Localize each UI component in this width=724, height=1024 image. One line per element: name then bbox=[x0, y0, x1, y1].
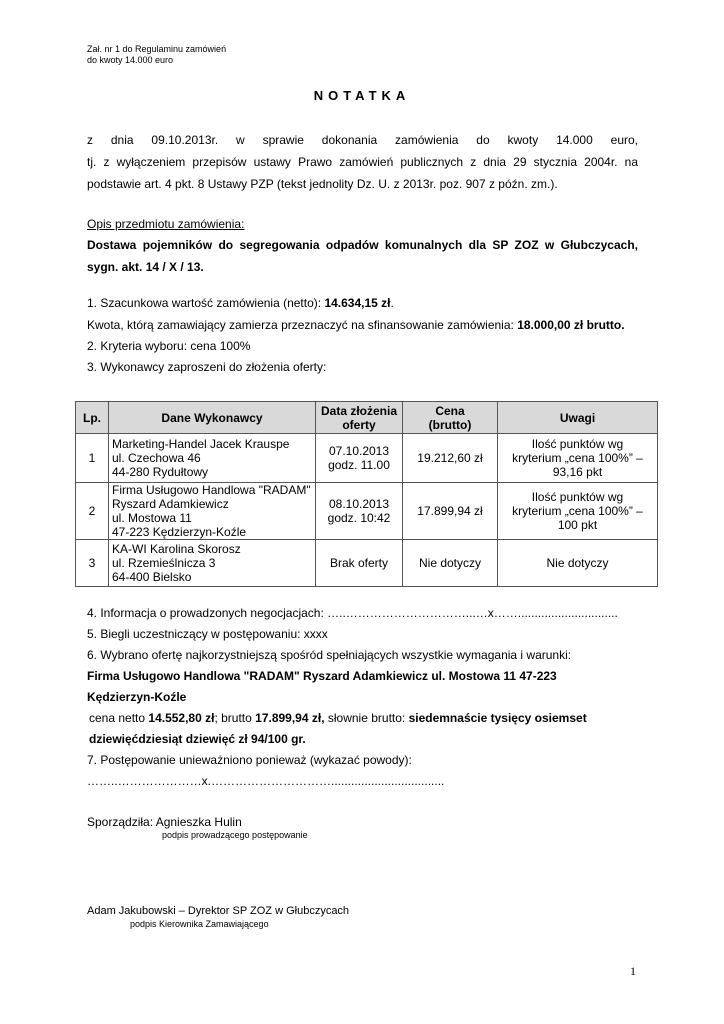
date-line: godz. 11.00 bbox=[328, 458, 390, 472]
cell-date: Brak oferty bbox=[316, 540, 403, 587]
table-row bbox=[76, 483, 658, 540]
header-note bbox=[87, 44, 226, 66]
contractor-line: 44-280 Rydułtowy bbox=[112, 465, 209, 479]
contractor-line: 64-400 Bielsko bbox=[112, 570, 192, 584]
notes-line: 100 pkt bbox=[557, 518, 598, 532]
cell-notes: Nie dotyczy bbox=[498, 540, 658, 587]
notes-line: Ilość punktów wg bbox=[531, 490, 624, 504]
subject-line-2: sygn. akt. 14 / X / 13. bbox=[87, 260, 204, 274]
point-5: 5. Biegli uczestniczący w postępowaniu: xxxx bbox=[87, 627, 328, 641]
page-number: 1 bbox=[630, 964, 636, 978]
header-date-line-2: oferty bbox=[342, 417, 376, 432]
cell-price: 19.212,60 zł bbox=[403, 434, 498, 483]
document-title: NOTATKA bbox=[313, 88, 411, 103]
price-net: 14.552,80 zł bbox=[148, 711, 215, 725]
contractor-line: ul. Rzemieślnicza 3 bbox=[112, 556, 216, 570]
date-line: 08.10.2013 bbox=[328, 497, 390, 511]
winning-price bbox=[89, 711, 587, 726]
point-6: 6. Wybrano ofertę najkorzystniejszą spośród spełniających wszystkie wymagania i warunki: bbox=[87, 648, 572, 662]
cell-notes bbox=[498, 483, 658, 540]
point-3: 3. Wykonawcy zaproszeni do złożenia oferty: bbox=[87, 360, 327, 374]
point-1-end: . bbox=[390, 296, 394, 310]
contractor-line: Ryszard Adamkiewicz bbox=[112, 497, 229, 511]
winner-line-2: Kędzierzyn-Koźle bbox=[87, 690, 187, 704]
cell-date bbox=[316, 483, 403, 540]
header-price-line-2: (brutto) bbox=[428, 417, 472, 432]
point-1-value: 14.634,15 zł bbox=[324, 296, 391, 310]
cell-contractor bbox=[109, 540, 316, 587]
cell-price: Nie dotyczy bbox=[403, 540, 498, 587]
intro-line-1: z dnia 09.10.2013r. w sprawie dokonania zamówienia do kwoty 14.000 euro, bbox=[87, 133, 638, 147]
notes-line: kryterium „cena 100%” – bbox=[512, 451, 643, 465]
header-price bbox=[403, 402, 498, 434]
cell-contractor bbox=[109, 483, 316, 540]
notes-line: 93,16 pkt bbox=[552, 465, 603, 479]
contractor-line: Firma Usługowo Handlowa "RADAM" bbox=[112, 483, 311, 497]
contractor-line: ul. Czechowa 46 bbox=[112, 451, 201, 465]
budget-label: Kwota, którą zamawiający zamierza przeznaczyć na sfinansowanie zamówienia: bbox=[87, 318, 518, 332]
cell-lp: 1 bbox=[76, 434, 109, 483]
subject-heading: Opis przedmiotu zamówienia: bbox=[87, 217, 245, 231]
price-words-line-2: dziewięćdziesiąt dziewięć zł 94/100 gr. bbox=[89, 732, 306, 746]
point-2: 2. Kryteria wyboru: cena 100% bbox=[87, 339, 251, 353]
table-row bbox=[76, 540, 658, 587]
point-7: 7. Postępowanie unieważniono ponieważ (wykazać powody): bbox=[87, 753, 412, 767]
prepared-by-caption: podpis prowadzącego postępowanie bbox=[162, 830, 308, 840]
budget-value: 18.000,00 zł brutto. bbox=[517, 318, 625, 332]
notes-line: Ilość punktów wg bbox=[531, 437, 624, 451]
date-line: 07.10.2013 bbox=[328, 444, 390, 458]
point-4: 4. Informacja o prowadzonych negocjacjach: …..…………………………...…x…….............................. bbox=[87, 606, 618, 620]
cell-lp: 3 bbox=[76, 540, 109, 587]
point-1-label: 1. Szacunkowa wartość zamówienia (netto): bbox=[87, 296, 325, 310]
cell-price: 17.899,94 zł bbox=[403, 483, 498, 540]
offers-table bbox=[75, 401, 658, 587]
prepared-by: Sporządziła: Agnieszka Hulin bbox=[87, 815, 242, 829]
header-date-line-1: Data złożenia bbox=[320, 403, 398, 418]
header-line-1: Zał. nr 1 do Regulaminu zamówień bbox=[87, 44, 227, 54]
cell-contractor bbox=[109, 434, 316, 483]
price-prefix: cena netto bbox=[89, 711, 149, 725]
cell-date bbox=[316, 434, 403, 483]
budget-amount bbox=[87, 318, 625, 333]
notes-line: kryterium „cena 100%” – bbox=[512, 504, 643, 518]
cell-notes bbox=[498, 434, 658, 483]
contractor-line: ul. Mostowa 11 bbox=[112, 511, 192, 525]
point-1 bbox=[87, 296, 394, 311]
header-line-2: do kwoty 14.000 euro bbox=[87, 55, 174, 65]
price-words-label: słownie brutto: bbox=[324, 711, 409, 725]
table-header-row bbox=[76, 402, 658, 434]
header-date bbox=[316, 402, 403, 434]
contractor-line: 47-223 Kędzierzyn-Koźle bbox=[112, 525, 247, 539]
intro-line-3: podstawie art. 4 pkt. 8 Ustawy PZP (tekst jednolity Dz. U. z 2013r. poz. 907 z późn. zm.). bbox=[87, 177, 558, 191]
cell-lp: 2 bbox=[76, 483, 109, 540]
table-row bbox=[76, 434, 658, 483]
director-caption: podpis Kierownika Zamawiającego bbox=[130, 919, 269, 929]
director-name: Adam Jakubowski – Dyrektor SP ZOZ w Głubczycach bbox=[87, 905, 350, 917]
price-words-line-1: siedemnaście tysięcy osiemset bbox=[408, 711, 587, 725]
header-lp: Lp. bbox=[76, 402, 109, 434]
contractor-line: KA-WI Karolina Skorosz bbox=[112, 542, 241, 556]
header-contractor: Dane Wykonawcy bbox=[109, 402, 316, 434]
subject-line-1: Dostawa pojemników do segregowania odpadów komunalnych dla SP ZOZ w Głubczycach, bbox=[87, 238, 638, 252]
header-notes: Uwagi bbox=[498, 402, 658, 434]
intro-line-2: tj. z wyłączeniem przepisów ustawy Prawo zamówień publicznych z dnia 29 stycznia 2004r. na bbox=[87, 155, 638, 169]
winner-line-1: Firma Usługowo Handlowa "RADAM" Ryszard Adamkiewicz ul. Mostowa 11 47-223 bbox=[87, 669, 557, 683]
point-7-dots: ……..…………………x.………………………….................................. bbox=[87, 774, 445, 788]
price-gross: 17.899,94 zł, bbox=[255, 711, 325, 725]
contractor-line: Marketing-Handel Jacek Krauspe bbox=[112, 437, 290, 451]
date-line: godz. 10:42 bbox=[327, 511, 391, 525]
header-price-line-1: Cena bbox=[435, 403, 465, 418]
price-mid: ; brutto bbox=[214, 711, 256, 725]
